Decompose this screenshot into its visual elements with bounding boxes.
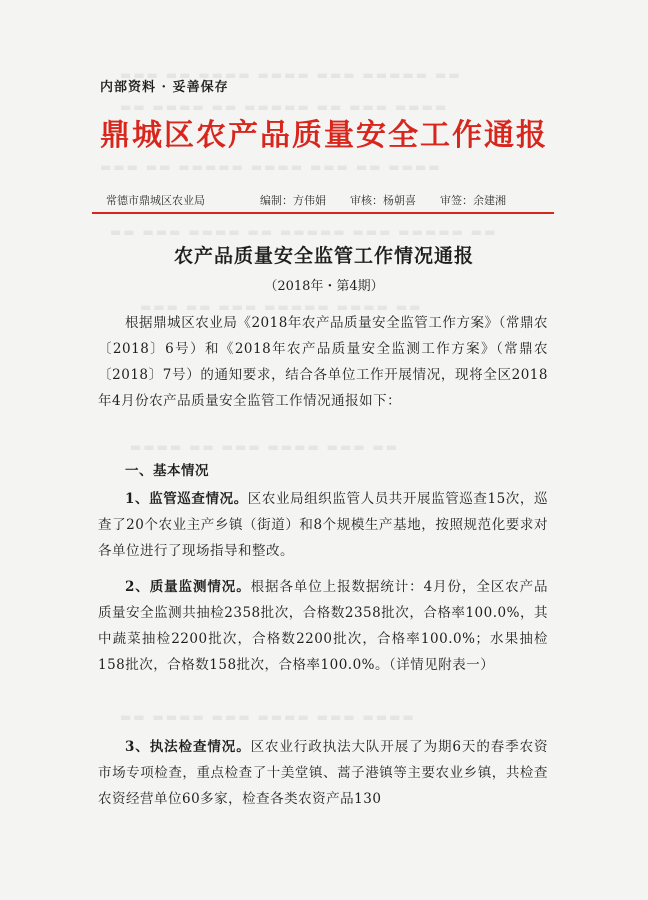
paragraph [98, 486, 548, 564]
item-text: 区农业局组织监管人员共开展监管巡查15次，巡查了20个农业主产乡镇（街道）和8个规模生产基地，按照规范化要求对各单位进行了现场指导和整改。 [98, 491, 548, 559]
classification-label: 内部资料 · 妥善保存 [100, 80, 229, 95]
item-title: 3、执法检查情况。 [125, 739, 251, 755]
item-text: 区农业行政执法大队开展了为期6天的春季农资市场专项检查，重点检查了十美堂镇、蒿子港镇等主要农业乡镇，共检查农资经营单位60多家，检查各类农资产品130 [98, 739, 548, 807]
bleed-through-text: ▬▬▬▬ ▬▬ ▬▬▬ ▬▬▬▬ ▬▬▬ ▬▬ [130, 440, 400, 454]
issuer: 常德市鼎城区农业局 [106, 194, 205, 207]
approver: 审签：余建湘 [440, 194, 506, 207]
section-1-heading: 一、基本情况 [125, 463, 209, 479]
document-title: 农产品质量安全监管工作情况通报 [173, 245, 474, 267]
intro-paragraph: 根据鼎城区农业局《2018年农产品质量安全监管工作方案》（常鼎农〔2018〕6号）和《2018年农产品质量安全监测工作方案》（常鼎农〔2018〕7号）的通知要求，结合各单位工作开展情况，现将全区2018年4月份农产品质量安全监管工作情况通报如下： [98, 315, 548, 409]
section-heading [98, 458, 548, 484]
bleed-through-text: ▬▬▬ ▬▬ ▬▬▬▬ ▬▬▬▬ ▬▬▬ ▬▬▬▬▬ ▬▬ [120, 68, 462, 82]
editor: 编制：方伟娟 [260, 194, 326, 207]
issue-number: （2018年・第4期） [264, 279, 384, 294]
masthead-title: 鼎城区农产品质量安全工作通报 [100, 118, 548, 153]
bleed-through-text: ▬▬ ▬▬▬▬ ▬▬ ▬▬▬▬▬ ▬▬ ▬▬▬ ▬▬▬▬ [120, 100, 449, 114]
bleed-through-text: ▬▬ ▬▬▬▬ ▬▬▬ ▬▬▬▬ ▬▬▬ ▬▬▬▬ [120, 710, 416, 724]
item-2 [98, 574, 548, 678]
item-1 [98, 486, 548, 564]
masthead-meta [106, 192, 546, 208]
item-3 [98, 734, 548, 812]
bleed-through-text: ▬▬▬ ▬▬ ▬▬▬ ▬▬▬▬▬ ▬▬▬▬ ▬▬ [140, 300, 423, 314]
item-text: 根据各单位上报数据统计：4月份，全区农产品质量安全监测共抽检2358批次，合格数2358批次，合格率100.0%，其中蔬菜抽检2200批次，合格数2200批次，合格率100.0%；水果抽检158批次，合格数158批次，合格率100.0%。（详情见附表一） [98, 579, 548, 673]
bleed-through-text: ▬▬ ▬▬▬ ▬▬▬▬ ▬▬ ▬▬▬▬▬ ▬▬▬ ▬▬▬▬▬ ▬▬ [110, 225, 498, 239]
bleed-through-text: ▬▬▬ ▬▬ ▬▬▬▬▬ ▬▬▬▬ ▬▬▬ ▬▬ ▬▬▬▬ [100, 160, 442, 174]
item-title: 2、质量监测情况。 [125, 579, 251, 595]
paragraph [98, 734, 548, 812]
reviewer: 审核：杨朝喜 [350, 194, 416, 207]
paragraph [98, 574, 548, 678]
document-body [98, 310, 548, 414]
masthead-divider [92, 212, 554, 214]
item-title: 1、监管巡查情况。 [125, 491, 248, 507]
